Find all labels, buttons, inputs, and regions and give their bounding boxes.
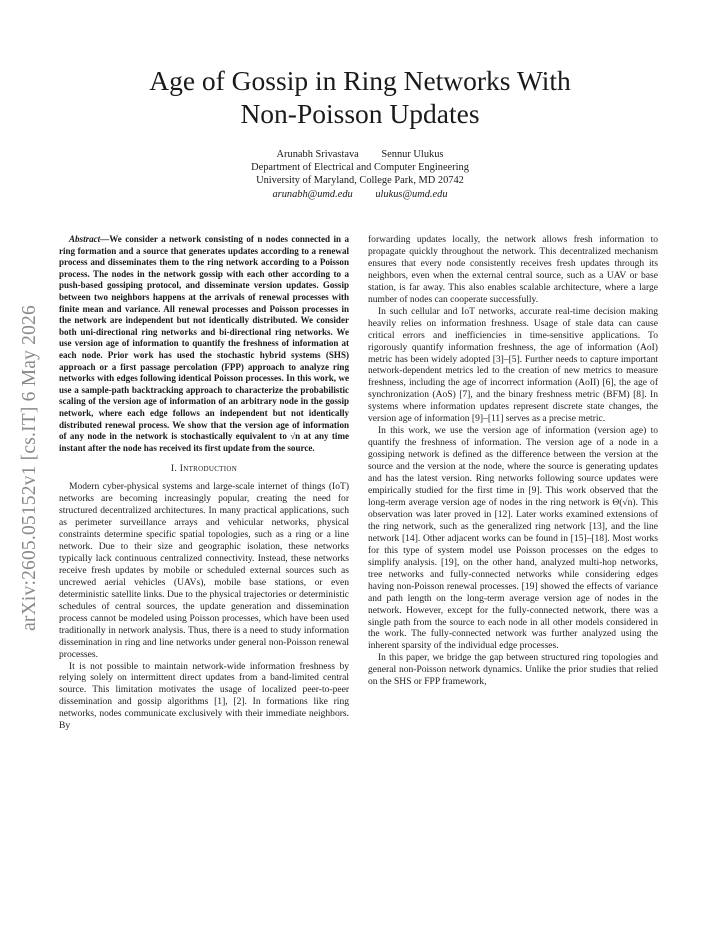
paragraph: forwarding updates locally, the network allows fresh information to propagate quickly throughout the network. This decentralized mechanism ensures that every node consistently receives fresh updates through its neighbors, even when the external central source, such as a UAV or base station, is far away. This also enables scalable architecture, where a large number of nodes can cooperate successfully. (368, 234, 658, 305)
affiliation-department: Department of Electrical and Computer Engineering (251, 162, 469, 174)
arxiv-identifier: arXiv:2605.05152v1 [cs.IT] 6 May 2026 (19, 305, 40, 631)
author-name: Sennur Ulukus (381, 149, 444, 160)
left-column (59, 234, 349, 732)
author-block (120, 148, 600, 201)
title-line-2: Non-Poisson Updates (240, 98, 480, 129)
right-column (368, 234, 658, 688)
title-line-1: Age of Gossip in Ring Networks With (149, 65, 571, 96)
author-name: Arunabh Srivastava (276, 149, 359, 160)
paragraph: In this work, we use the version age of information (version age) to quantify the freshness of information. The version age of a node in a gossiping network is defined as the difference between the version at the source and the version at the node, where the source is generating updates and has the latest version. Ring networks following source updates were empirically studied for the first time in [9]. This work observed that the long-term average version age of nodes in the ring network is Θ(√n). This observation was later proved in [12]. Later works examined extensions of the ring network, such as the generalized ring network [13], and the line network [14]. Other adjacent works can be found in [15]–[18]. Most works for this type of system model use Poisson processes on the edges to simplify analysis. [19], on the other hand, analyzed multi-hop networks, tree networks and fully-connected networks while considering edges having non-Poisson renewal processes. [19] showed the effects of variance and path length on the long-term average version age of nodes in the network. However, except for the fully-connected network, there was a single path from the source to each node in all other models considered in the work. The fully-connected network was further analyzed using the inherent sparsity of the individual edge processes. (368, 425, 658, 652)
arxiv-side-stamp (18, 268, 42, 668)
abstract-text: —We consider a network consisting of n nodes connected in a ring formation and a source that generates updates according to a renewal process and disseminates them to the ring network according to a Poisson process. The nodes in the network gossip with each other according to a push-based gossiping protocol, and disseminate version updates. Gossip between two neighbors happens at the arrivals of renewal processes with finite mean and variance. All renewal processes and Poisson processes in the network are independent but not identically distributed. We consider both uni-directional ring networks and bi-directional ring networks. We use version age of information to quantify the freshness of information at each node. Prior work has used the stochastic hybrid systems (SHS) approach or a first passage percolation (FPP) approach to analyze ring networks with edges following identical Poisson processes. In this work, we use a sample-path backtracking approach to characterize the probabilistic scaling of the version age of information of an arbitrary node in the gossip network, where each edge follows an independent but not identically distributed renewal process. We show that the version age of information of any node in the network is stochastically equivalent to √n at any time instant after the node has received its first update from the source. (59, 234, 349, 453)
paragraph: Modern cyber-physical systems and large-scale internet of things (IoT) networks are becoming increasingly popular, creating the need for structured decentralized architectures. In many practical applications, such as perimeter surveillance arrays and vehicular networks, physical constraints determine specific spatial topologies, such as a ring or a line network. Due to their size and geographic isolation, these networks typically lack continuous centralized connectivity. Instead, these networks receive fresh updates by mobile or scheduled external sources such as uncrewed aerial vehicles (UAVs), mobile base stations, or even deterministic satellite links. Due to the physical trajectories or deterministic schedules of central sources, the update generation and dissemination process cannot be modeled using Poisson processes, which have been used traditionally in network analysis. Thus, there is a need to study information dissemination in ring and line networks under general non-Poisson renewal processes. (59, 481, 349, 660)
author-email: arunabh@umd.edu (272, 188, 353, 200)
abstract (59, 234, 349, 454)
section-heading-text: I. Introduction (170, 463, 238, 475)
affiliation-university: University of Maryland, College Park, MD 20742 (256, 175, 464, 187)
author-names (120, 148, 600, 161)
section-heading (59, 463, 349, 475)
paragraph: In such cellular and IoT networks, accurate real-time decision making heavily relies on information freshness. Usage of stale data can cause critical errors and inefficiencies in time-sensitive applications. To rigorously quantify information freshness, the age of information (AoI) metric has been widely adopted [3]–[5]. Further needs to capture important network-dependent metrics led to the creation of new metrics to measure freshness, including the age of incorrect information (AoII) [6], the age of synchronization (AoS) [7], and the binary freshness metric (BFM) [8]. In systems where information updates represent discrete state changes, the version age of information [9]–[11] serves as a precise metric. (368, 305, 658, 425)
author-emails (120, 188, 600, 201)
author-email: ulukus@umd.edu (375, 188, 448, 200)
paragraph: In this paper, we bridge the gap between structured ring topologies and general non-Poisson network dynamics. Unlike the prior studies that relied on the SHS or FPP framework, (368, 652, 658, 688)
abstract-label: Abstract (69, 234, 101, 244)
paragraph: It is not possible to maintain network-wide information freshness by relying solely on intermittent direct updates from a band-limited central source. This limitation motivates the usage of localized peer-to-peer dissemination and gossip algorithms [1], [2]. In formations like ring networks, nodes communicate exclusively with their immediate neighbors. By (59, 660, 349, 732)
paper-title (80, 64, 640, 130)
